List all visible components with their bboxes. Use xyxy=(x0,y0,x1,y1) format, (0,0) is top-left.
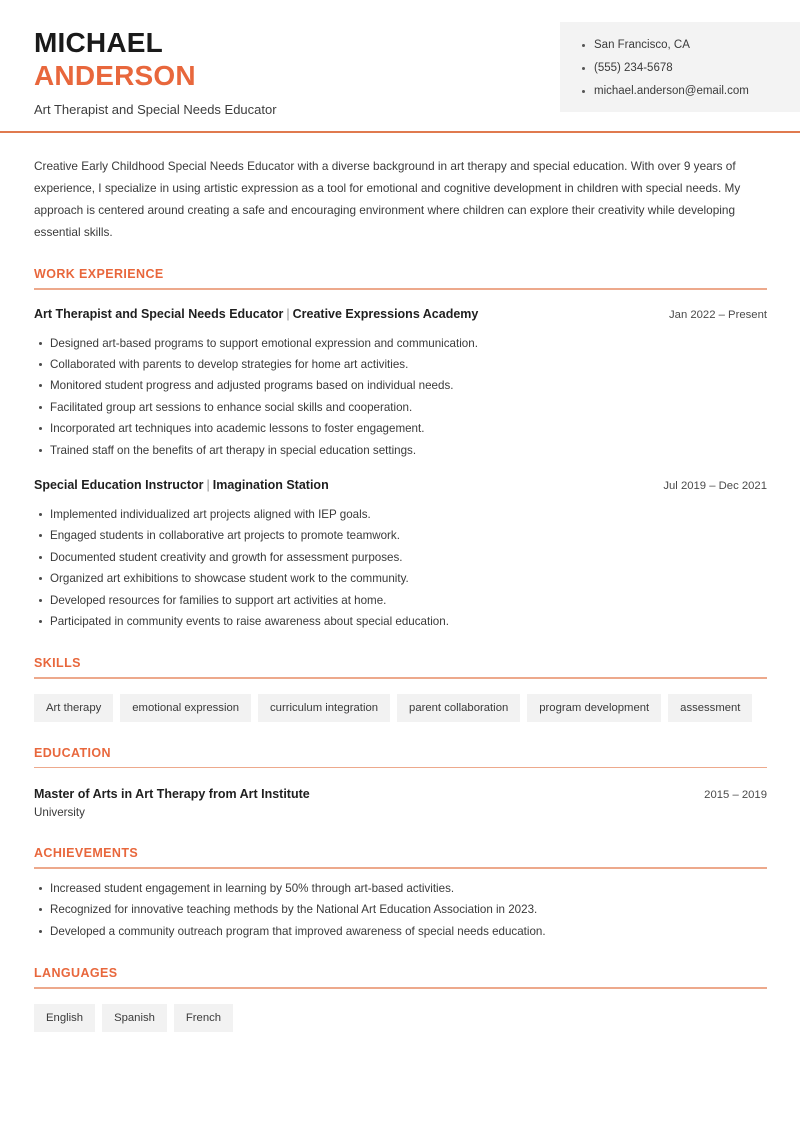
skill-chip: Art therapy xyxy=(34,694,113,722)
contact-email xyxy=(582,80,800,103)
achievement-item: Increased student engagement in learning by 50% through art-based activities. xyxy=(34,878,766,899)
education-school: University xyxy=(34,806,85,820)
skill-chip: emotional expression xyxy=(120,694,251,722)
achievement-item: Recognized for innovative teaching methods by the National Art Education Association in 2023. xyxy=(34,899,766,920)
language-chip: Spanish xyxy=(102,1004,167,1032)
contact-location xyxy=(582,34,800,57)
section-languages xyxy=(34,966,766,1032)
skill-chip: curriculum integration xyxy=(258,694,390,722)
bullet-item: Trained staff on the benefits of art therapy in special education settings. xyxy=(34,440,766,461)
skill-chip: assessment xyxy=(668,694,752,722)
language-chip: French xyxy=(174,1004,233,1032)
section-rule-work-experience xyxy=(34,288,767,290)
work-entry xyxy=(34,306,766,461)
section-title-skills: SKILLS xyxy=(34,656,81,671)
section-work-experience xyxy=(34,267,766,632)
bullet-item: Documented student creativity and growth for assessment purposes. xyxy=(34,547,766,568)
last-name: ANDERSON xyxy=(34,60,196,91)
section-education xyxy=(34,746,766,823)
resume-header xyxy=(0,0,800,133)
work-entry-bullets xyxy=(34,504,766,632)
section-achievements xyxy=(34,846,766,942)
bullet-item: Implemented individualized art projects aligned with IEP goals. xyxy=(34,504,766,525)
bullet-item: Facilitated group art sessions to enhance social skills and cooperation. xyxy=(34,397,766,418)
bullet-item: Incorporated art techniques into academic lessons to foster engagement. xyxy=(34,418,766,439)
section-skills xyxy=(34,656,766,722)
bullet-item: Engaged students in collaborative art projects to promote teamwork. xyxy=(34,525,766,546)
education-entry-header xyxy=(34,785,767,803)
work-entry-header xyxy=(34,306,767,324)
contact-phone-text: (555) 234-5678 xyxy=(594,62,673,74)
education-degree: Master of Arts in Art Therapy from Art Institute xyxy=(34,787,310,802)
skill-chip: program development xyxy=(527,694,661,722)
contact-phone xyxy=(582,57,800,80)
bullet-item: Monitored student progress and adjusted programs based on individual needs. xyxy=(34,375,766,396)
contact-location-text: San Francisco, CA xyxy=(594,39,690,51)
language-chip: English xyxy=(34,1004,95,1032)
work-entry-role: Special Education Instructor xyxy=(34,477,204,492)
work-entry-role: Art Therapist and Special Needs Educator xyxy=(34,306,284,321)
bullet-item: Organized art exhibitions to showcase student work to the community. xyxy=(34,568,766,589)
achievement-item: Developed a community outreach program that improved awareness of special needs education. xyxy=(34,921,766,942)
bullet-item: Participated in community events to raise awareness about special education. xyxy=(34,611,766,632)
section-title-work-experience: WORK EXPERIENCE xyxy=(34,267,164,281)
languages-chip-list xyxy=(34,1004,766,1032)
bullet-item: Developed resources for families to support art activities at home. xyxy=(34,590,766,611)
work-entry-title xyxy=(34,306,478,323)
header-divider xyxy=(0,131,800,133)
contact-info-panel xyxy=(560,22,800,112)
section-rule-languages xyxy=(34,987,767,989)
work-entry xyxy=(34,477,766,632)
professional-summary: Creative Early Childhood Special Needs Educator with a diverse background in art therapy and special education. With over 9 years of experience, I specialize in using artistic expression as a tool for emotional and cognitive development in children with special needs. My approach is centered around creating a safe and encouraging environment where children can explore their creativity while developing essential skills. xyxy=(34,159,741,239)
work-entry-separator: | xyxy=(286,306,290,321)
skill-chip: parent collaboration xyxy=(397,694,520,722)
work-entry-date: Jan 2022 – Present xyxy=(669,308,767,321)
bullet-item: Collaborated with parents to develop strategies for home art activities. xyxy=(34,354,766,375)
work-entry-separator: | xyxy=(206,477,210,492)
section-rule-skills xyxy=(34,677,767,679)
work-entry-company: Creative Expressions Academy xyxy=(292,306,479,321)
education-entry xyxy=(34,785,766,822)
section-title-education: EDUCATION xyxy=(34,745,111,760)
resume-content xyxy=(0,155,800,1032)
section-rule-achievements xyxy=(34,867,767,869)
first-name: MICHAEL xyxy=(34,27,163,58)
skills-chip-list xyxy=(34,694,766,722)
achievements-list xyxy=(34,878,766,942)
work-entry-date: Jul 2019 – Dec 2021 xyxy=(663,479,767,492)
contact-list xyxy=(582,34,800,103)
work-entry-title xyxy=(34,477,329,494)
name-block xyxy=(34,26,277,118)
work-entry-bullets xyxy=(34,333,766,461)
section-rule-education xyxy=(34,767,767,769)
contact-email-text: michael.anderson@email.com xyxy=(594,85,749,97)
work-entry-company: Imagination Station xyxy=(212,477,329,492)
work-entry-header xyxy=(34,477,767,495)
bullet-item: Designed art-based programs to support emotional expression and communication. xyxy=(34,333,766,354)
section-title-achievements: ACHIEVEMENTS xyxy=(34,846,139,861)
education-date: 2015 – 2019 xyxy=(704,789,767,802)
headline-subtitle: Art Therapist and Special Needs Educator xyxy=(34,102,277,117)
section-title-languages: LANGUAGES xyxy=(34,966,118,981)
